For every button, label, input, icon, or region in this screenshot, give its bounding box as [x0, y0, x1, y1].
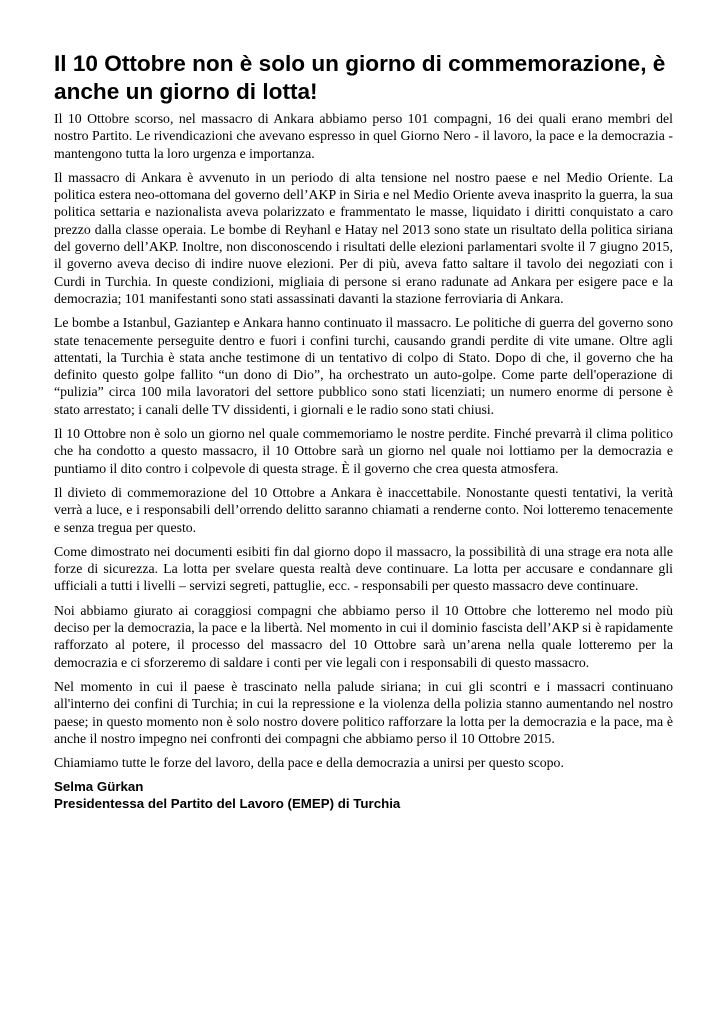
document-title: Il 10 Ottobre non è solo un giorno di commemorazione, è anche un giorno di lotta! [54, 51, 666, 104]
paragraph-7: Noi abbiamo giurato ai coraggiosi compagni che abbiamo perso il 10 Ottobre che lotteremo nel modo più deciso per la democrazia, la pace e la libertà. Nel momento in cui il dominio fascista dell’AKP si è rapidamente rafforzato al potere, il processo del massacro del 10 Ottobre sarà un’arena nella quale lotteremo per la democrazia e ci sforzeremo di saldare i conti per vie legali con i responsabili di questo massacro. [54, 602, 673, 670]
paragraph-1: Il 10 Ottobre scorso, nel massacro di Ankara abbiamo perso 101 compagni, 16 dei quali erano membri del nostro Partito. Le rivendicazioni che avevano espresso in quel Giorno Nero - il lavoro, la pace e la democrazia - mantengono tutta la loro urgenza e importanza. [54, 111, 673, 161]
paragraph-9: Chiamiamo tutte le forze del lavoro, della pace e della democrazia a unirsi per questo scopo. [54, 755, 564, 771]
signature-name: Selma Gürkan [54, 779, 144, 795]
paragraph-2: Il massacro di Ankara è avvenuto in un periodo di alta tensione nel nostro paese e nel Medio Oriente. La politica estera neo-ottomana del governo dell’AKP in Siria e nel Medio Oriente aveva inasprito la guerra, la sua politica settaria e nazionalista aveva polarizzato e frammentato le masse, liquidato i diritti conquistato a caro prezzo dalla classe operaia. Le bombe di Reyhanl e Hatay nel 2013 sono state un risultato della politica siriana del governo dell’AKP. Inoltre, non disconoscendo i risultati delle elezioni parlamentari svolte il 7 giugno 2015, il governo aveva deciso di indire nuove elezioni. Per di più, aveva fatto saltare il tavolo dei negoziati con i Curdi in Turchia. In queste condizioni, migliaia di persone si erano radunate ad Ankara per esigere pace e la democrazia; 101 manifestanti sono stati assassinati davanti la stazione ferroviaria di Ankara. [54, 169, 673, 306]
paragraph-6: Come dimostrato nei documenti esibiti fin dal giorno dopo il massacro, la possibilità di una strage era nota alle forze di sicurezza. La lotta per svelare questa realtà deve continuare. La lotta per accusare e condannare gli ufficiali a tutti i livelli – servizi segreti, pattuglie, ecc. - responsabili per questo massacro deve continuare. [54, 543, 673, 594]
signature-role: Presidentessa del Partito del Lavoro (EMEP) di Turchia [54, 796, 401, 812]
document-page [54, 50, 673, 812]
signature-block [54, 778, 673, 812]
paragraph-5: Il divieto di commemorazione del 10 Ottobre a Ankara è inaccettabile. Nonostante questi tentativi, la verità verrà a luce, e i responsabili dell’orrendo delitto saranno chiamati a renderne conto. Noi lotteremo tenacemente e senza tregua per questo. [54, 484, 673, 535]
paragraph-3: Le bombe a Istanbul, Gaziantep e Ankara hanno continuato il massacro. Le politiche di guerra del governo sono state tenacemente perseguite dentro e fuori i confini turchi, causando grandi perdite di vite umane. Oltre agli attentati, la Turchia è stata anche testimone di un tentativo di colpo di Stato. Dopo di che, il governo che ha definito questo golpe fallito “un dono di Dio”, ha orchestrato un auto-golpe. Come parte dell'operazione di “pulizia” circa 100 mila lavoratori del settore pubblico sono stati licenziati; un numero enorme di persone è stato arrestato; i canali delle TV dissidenti, i giornali e le radio sono stati chiusi. [54, 315, 673, 417]
paragraph-8: Nel momento in cui il paese è trascinato nella palude siriana; in cui gli scontri e i massacri continuano all'interno dei confini di Turchia; in cui la repressione e la violenza della polizia stanno aumentando nel nostro paese; in questo momento non è solo nostro dovere politico rafforzare la lotta per la democrazia e la pace, ma è anche il nostro impegno nei confronti dei compagni che abbiamo perso il 10 Ottobre 2015. [54, 678, 673, 746]
paragraph-4: Il 10 Ottobre non è solo un giorno nel quale commemoriamo le nostre perdite. Finché prevarrà il clima politico che ha condotto a questo massacro, il 10 Ottobre sarà un giorno nel quale noi lottiamo per la democrazia e puntiamo il dito contro i colpevole di questa strage. È il governo che crea questa atmosfera. [54, 426, 673, 476]
